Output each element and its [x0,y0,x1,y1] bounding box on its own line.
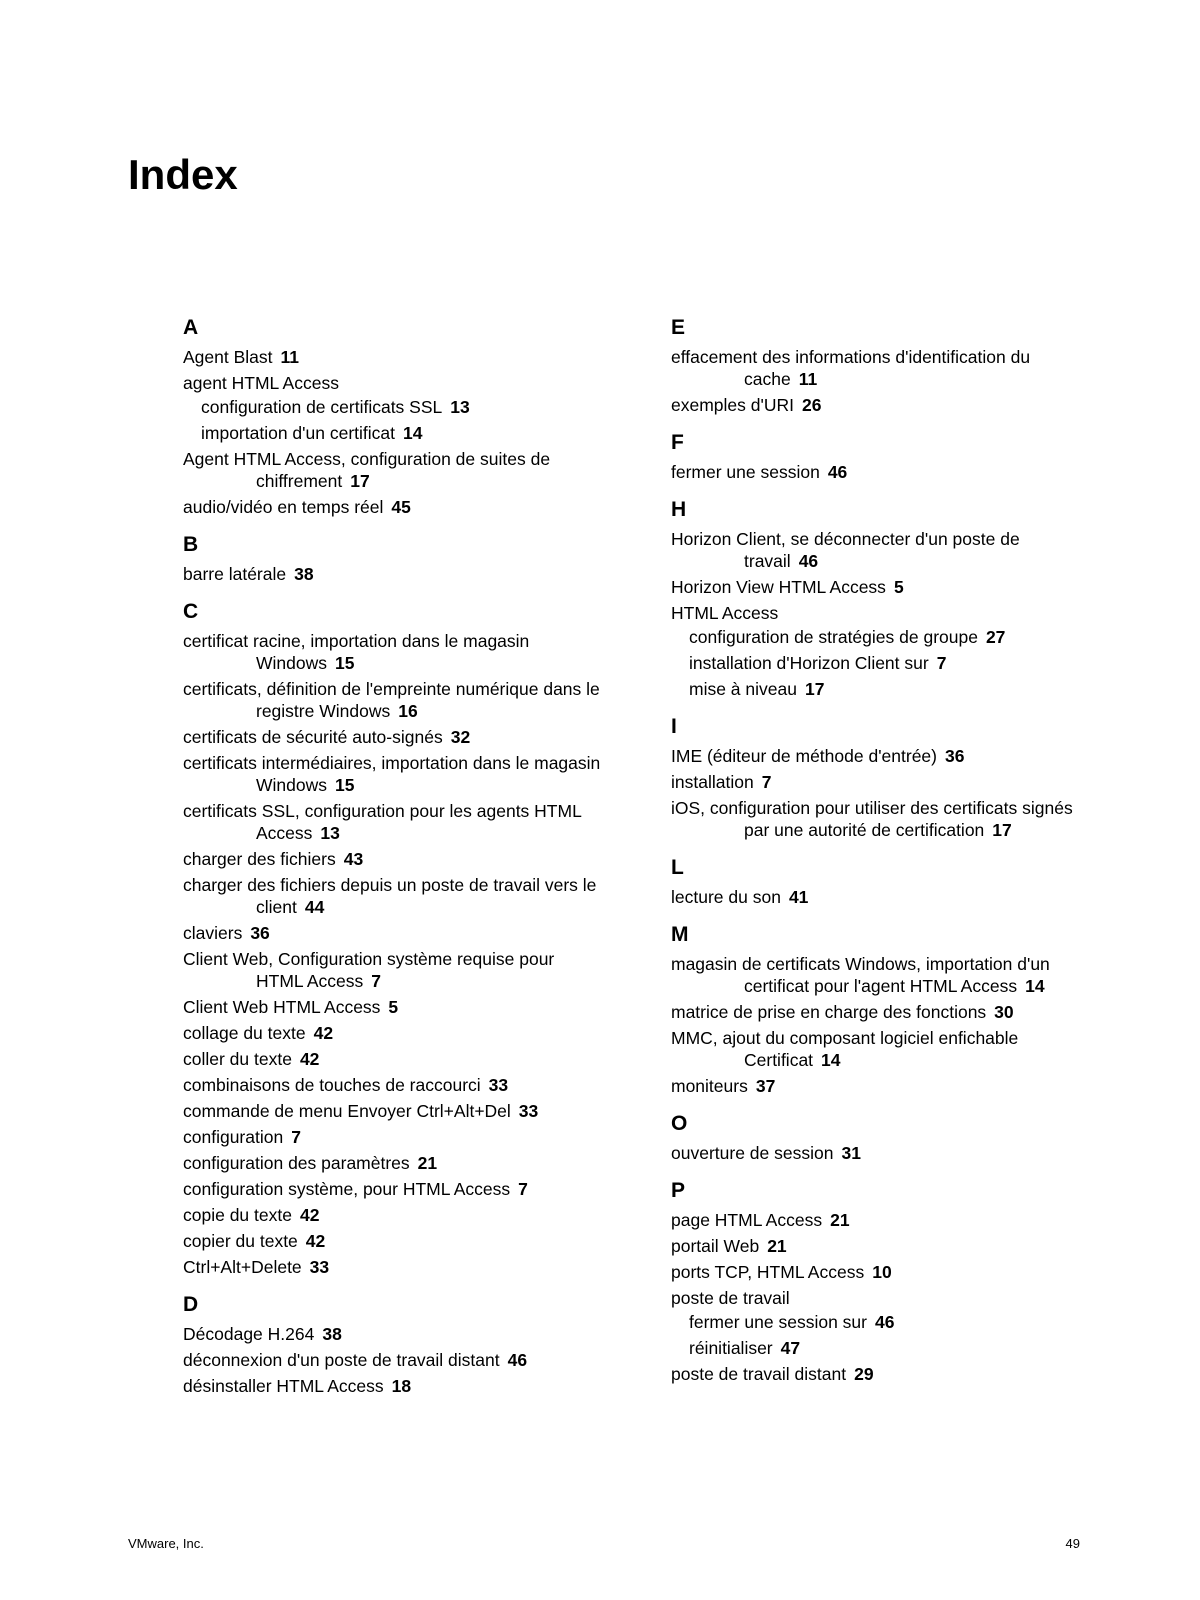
entry-term: configuration système, pour HTML Access [183,1179,511,1199]
index-subentry [671,626,1091,648]
entry-term: Agent Blast [183,347,273,367]
section-letter-heading: M [671,923,689,946]
index-column-right [671,314,1091,1398]
index-entry [671,528,1091,572]
entry-term: charger des fichiers [183,849,336,869]
entry-page-number: 21 [417,1153,438,1173]
index-entry [183,630,603,674]
entry-term: matrice de prise en charge des fonctions [671,1002,987,1022]
entry-term: configuration des paramètres [183,1153,410,1173]
index-section-h [671,496,1091,700]
entry-term: Agent HTML Access, configuration de suites de chiffrement [183,449,551,491]
entry-term: page HTML Access [671,1210,823,1230]
index-entry [183,346,603,368]
index-entry [671,797,1091,841]
entry-term: configuration [183,1127,284,1147]
section-letter-heading: A [183,316,199,339]
entry-term: charger des fichiers depuis un poste de travail vers le client [183,875,597,917]
entry-page-number: 13 [320,823,340,843]
index-entry [183,1375,603,1397]
index-entry [671,1001,1091,1023]
subentry-term: installation d'Horizon Client sur [689,653,929,673]
index-entry [671,953,1091,997]
index-entry [183,1152,603,1174]
index-entry [183,1048,603,1070]
index-section-i [671,713,1091,841]
entry-term: certificats de sécurité auto-signés [183,727,443,747]
footer-page-number: 49 [1065,1536,1080,1551]
section-letter-heading: I [671,715,677,738]
index-entry [183,1256,603,1278]
subentry-term: configuration de certificats SSL [201,397,443,417]
index-entry [671,576,1091,598]
index-subentry [671,1311,1091,1333]
index-entry [671,1287,1091,1309]
index-subentry [671,1337,1091,1359]
section-letter-heading: P [671,1179,686,1202]
entry-term: collage du texte [183,1023,306,1043]
entry-term: Horizon Client, se déconnecter d'un poste de travail [671,529,1020,571]
index-section-b [183,531,603,585]
index-entry [183,848,603,870]
entry-term: claviers [183,923,243,943]
entry-page-number: 30 [994,1002,1014,1022]
index-entry [183,1323,603,1345]
section-letter-heading: D [183,1293,199,1316]
entry-term: certificat racine, importation dans le magasin Windows [183,631,530,673]
entry-page-number: 33 [309,1257,330,1277]
index-entry [183,922,603,944]
entry-page-number: 42 [299,1205,320,1225]
index-entry [183,1349,603,1371]
entry-page-number: 17 [992,820,1012,840]
entry-page-number: 26 [801,395,822,415]
index-entry [183,1230,603,1252]
entry-term: certificats intermédiaires, importation dans le magasin Windows [183,753,601,795]
index-entry [671,771,1091,793]
entry-term: agent HTML Access [183,373,339,393]
subentry-page-number: 47 [780,1338,801,1358]
index-entry [183,678,603,722]
entry-page-number: 18 [391,1376,412,1396]
entry-term: portail Web [671,1236,760,1256]
entry-term: installation [671,772,754,792]
entry-page-number: 11 [280,347,299,367]
index-section-e [671,314,1091,416]
entry-page-number: 42 [305,1231,326,1251]
index-entry [183,1126,603,1148]
index-section-m [671,921,1091,1097]
entry-page-number: 31 [841,1143,861,1163]
index-entry [183,1204,603,1226]
entry-page-number: 7 [291,1127,301,1147]
subentry-page-number: 17 [804,679,825,699]
entry-term: Client Web, Configuration système requise pour HTML Access [183,949,555,991]
index-entry [671,1027,1091,1071]
entry-term: effacement des informations d'identification du cache [671,347,1031,389]
entry-page-number: 33 [518,1101,539,1121]
entry-page-number: 45 [391,497,411,517]
index-subentry [671,678,1091,700]
entry-term: fermer une session [671,462,820,482]
index-entry [671,1075,1091,1097]
section-letter-heading: L [671,856,684,879]
entry-page-number: 43 [343,849,364,869]
index-entry [671,1235,1091,1257]
entry-term: MMC, ajout du composant logiciel enfichable Certificat [671,1028,1019,1070]
entry-term: poste de travail [671,1288,790,1308]
entry-page-number: 44 [304,897,325,917]
section-letter-heading: H [671,498,687,521]
entry-term: barre latérale [183,564,287,584]
index-subentry [671,652,1091,674]
entry-term: iOS, configuration pour utiliser des certificats signés par une autorité de certification [671,798,1073,840]
entry-page-number: 17 [350,471,370,491]
entry-term: commande de menu Envoyer Ctrl+Alt+Del [183,1101,511,1121]
entry-term: combinaisons de touches de raccourci [183,1075,481,1095]
index-entry [671,1261,1091,1283]
index-entry [183,726,603,748]
entry-page-number: 36 [945,746,965,766]
entry-term: désinstaller HTML Access [183,1376,384,1396]
entry-term: coller du texte [183,1049,292,1069]
entry-page-number: 29 [854,1364,874,1384]
entry-term: Horizon View HTML Access [671,577,886,597]
section-letter-heading: C [183,600,199,623]
entry-page-number: 21 [830,1210,850,1230]
subentry-page-number: 7 [936,653,947,673]
entry-page-number: 21 [767,1236,787,1256]
entry-term: Ctrl+Alt+Delete [183,1257,302,1277]
entry-term: copie du texte [183,1205,292,1225]
entry-page-number: 41 [788,887,809,907]
index-entry [183,874,603,918]
subentry-term: fermer une session sur [689,1312,867,1332]
footer-company: VMware, Inc. [128,1536,204,1551]
index-section-l [671,854,1091,908]
entry-page-number: 7 [371,971,382,991]
entry-term: audio/vidéo en temps réel [183,497,384,517]
entry-page-number: 32 [450,727,471,747]
subentry-page-number: 13 [450,397,470,417]
subentry-term: mise à niveau [689,679,797,699]
index-entry [183,948,603,992]
index-entry [183,1074,603,1096]
subentry-term: réinitialiser [689,1338,773,1358]
entry-term: exemples d'URI [671,395,794,415]
entry-page-number: 33 [488,1075,509,1095]
index-section-f [671,429,1091,483]
entry-page-number: 42 [313,1023,334,1043]
entry-term: Décodage H.264 [183,1324,315,1344]
index-section-d [183,1291,603,1397]
index-entry [183,448,603,492]
entry-term: Client Web HTML Access [183,997,381,1017]
entry-page-number: 5 [388,997,399,1017]
index-entry [671,461,1091,483]
entry-page-number: 46 [507,1350,528,1370]
entry-page-number: 37 [755,1076,776,1096]
index-entry [183,800,603,844]
index-section-c [183,598,603,1278]
entry-term: déconnexion d'un poste de travail distant [183,1350,500,1370]
section-letter-heading: B [183,533,199,556]
index-entry [671,1209,1091,1231]
subentry-term: importation d'un certificat [201,423,395,443]
entry-page-number: 46 [798,551,819,571]
entry-term: certificats, définition de l'empreinte numérique dans le registre Windows [183,679,600,721]
entry-page-number: 38 [294,564,314,584]
index-entry [671,1142,1091,1164]
index-section-a [183,314,603,518]
entry-page-number: 5 [893,577,904,597]
subentry-page-number: 14 [403,423,423,443]
entry-page-number: 42 [299,1049,320,1069]
entry-page-number: 38 [322,1324,342,1344]
section-letter-heading: F [671,431,684,454]
entry-page-number: 16 [398,701,418,721]
entry-term: HTML Access [671,603,779,623]
entry-term: lecture du son [671,887,781,907]
index-entry [183,563,603,585]
index-entry [183,372,603,394]
index-subentry [183,422,603,444]
page-title: Index [128,151,238,198]
index-column-left [183,314,603,1410]
index-section-o [671,1110,1091,1164]
section-letter-heading: E [671,316,686,339]
index-entry [183,752,603,796]
entry-page-number: 46 [827,462,848,482]
entry-term: moniteurs [671,1076,748,1096]
entry-term: ouverture de session [671,1143,834,1163]
entry-page-number: 36 [250,923,270,943]
entry-page-number: 14 [821,1050,841,1070]
index-entry [671,886,1091,908]
entry-term: certificats SSL, configuration pour les agents HTML Access [183,801,582,843]
entry-term: IME (éditeur de méthode d'entrée) [671,746,937,766]
index-section-p [671,1177,1091,1385]
index-entry [183,496,603,518]
entry-page-number: 15 [335,653,355,673]
index-entry [671,745,1091,767]
index-entry [671,394,1091,416]
entry-page-number: 10 [872,1262,892,1282]
subentry-page-number: 46 [875,1312,895,1332]
section-letter-heading: O [671,1112,688,1135]
index-subentry [183,396,603,418]
subentry-term: configuration de stratégies de groupe [689,627,978,647]
index-entry [183,1100,603,1122]
entry-page-number: 11 [798,369,818,389]
entry-term: ports TCP, HTML Access [671,1262,865,1282]
entry-term: copier du texte [183,1231,298,1251]
subentry-page-number: 27 [985,627,1006,647]
index-entry [671,346,1091,390]
entry-term: poste de travail distant [671,1364,847,1384]
entry-page-number: 7 [761,772,772,792]
index-entry [671,602,1091,624]
index-entry [183,1178,603,1200]
entry-page-number: 15 [335,775,355,795]
entry-page-number: 7 [518,1179,528,1199]
entry-term: magasin de certificats Windows, importation d'un certificat pour l'agent HTML Access [671,954,1050,996]
index-entry [183,1022,603,1044]
index-entry [183,996,603,1018]
entry-page-number: 14 [1025,976,1045,996]
index-entry [671,1363,1091,1385]
